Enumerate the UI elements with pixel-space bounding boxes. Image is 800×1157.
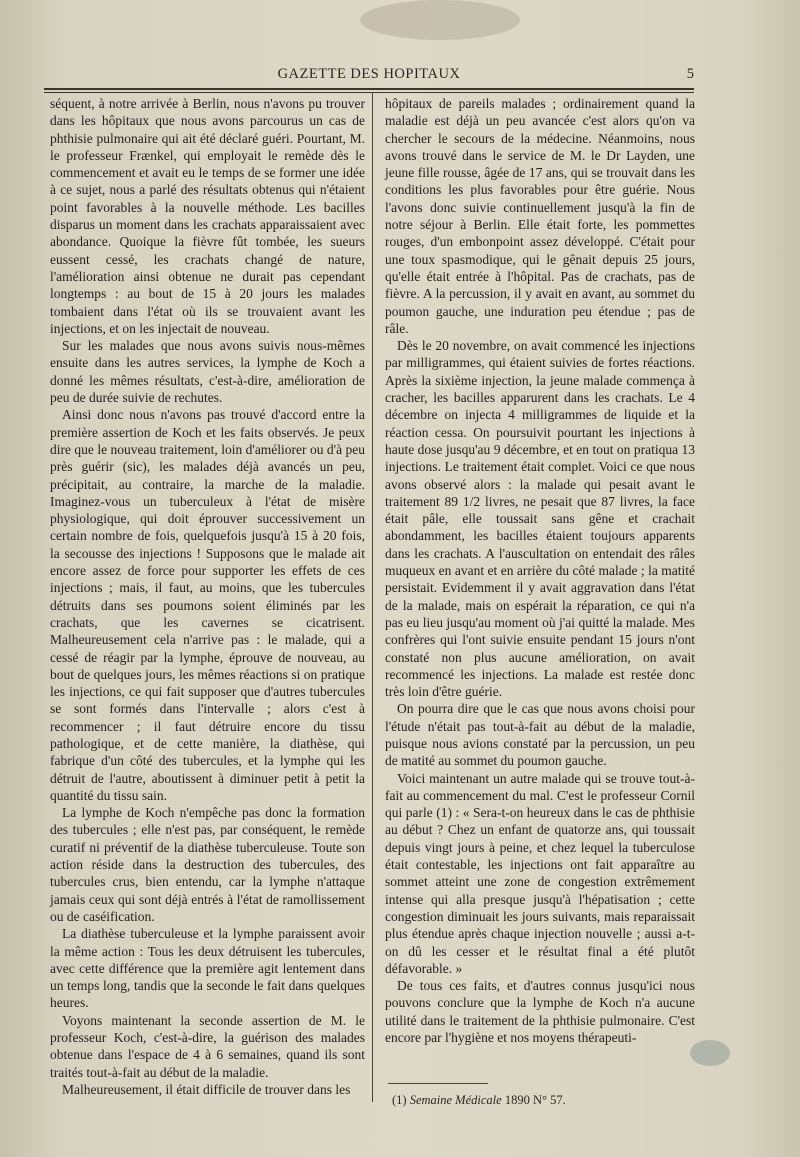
paragraph: Voici maintenant un autre malade qui se trouve tout-à-fait au commencement du mal. C'est le professeur Cornil qui parle (1) : « Sera-t-on heureux dans le cas de phthisie au début ? Chez un enfant de quatorze ans, qui toussait depuis vingt jours à peine, et chez lequel la tuberculose était contestable, les injections ont fait apparaître au sommet atteint une zone de congestion extrêmement intense qui alla presque jusqu'à l'hépatisation ; cette congestion diminuait les jours suivants, mais reparaissait plus étendue après chaque injection nouvelle ; aussi a-t-on dû les cesser et le résultat final a été plutôt défavorable. » (385, 770, 695, 976)
paragraph: Dès le 20 novembre, on avait commencé les injections par milligrammes, qui étaient suivies de fortes réactions. Après la sixième injection, la jeune malade commença à cracher, les bacilles apparurent dans les crachats. Le 4 décembre on injecta 4 milligrammes de liquide et la réaction cessa. On poursuivit pourtant les injections à haute dose jusqu'au 9 décembre, et en tout on pratiqua 13 injections. Le traitement était complet. Voici ce que nous avons observé alors : la malade qui pesait avant le traitement 89 1/2 livres, ne pesait que 87 livres, la face était pâle, elle toussait sans gêne et crachait abondamment, les bacilles étaient toujours apparents dans les crachats. A l'auscultation on entendait des râles muqueux en avant et en arrière du côté malade ; la matité persistait. Evidemment il y avait aggravation dans l'état de la malade, mais on espérait la réparation, ce qui n'a pas eu lieu jusqu'au moment où j'ai quitté la malade. Mes confrères qui l'ont suivie ensuite pendant 15 jours n'ont constaté non plus aucune amélioration, on avait recommencé les injections. La malade est restée donc très loin d'être guérie. (385, 338, 695, 700)
paper-stain (690, 1040, 730, 1066)
footnote-rule (388, 1083, 488, 1084)
page-number: 5 (686, 66, 694, 82)
paragraph: Sur les malades que nous avons suivis nous-mêmes ensuite dans les autres services, la lymphe de Koch a donné les mêmes résultats, c'est-à-dire, amélioration de peu de durée suivie de rechutes. (50, 338, 365, 406)
footnote-source: Semaine Médicale (409, 1093, 502, 1107)
paragraph: La lymphe de Koch n'empêche pas donc la formation des tubercules ; elle n'est pas, par conséquent, le remède curatif ni préventif de la diathèse tuberculeuse. Toute son action réside dans la destruction des tubercules, des tubercules crus, bien entendu, car la lymphe n'attaque jamais ceux qui sont déjà entrés à l'état de ramollissement ou de caséification. (50, 805, 365, 924)
page-header (44, 66, 694, 84)
paragraph: séquent, à notre arrivée à Berlin, nous n'avons pu trouver dans les hôpitaux que nous avons parcourus un cas de phthisie pulmonaire qui ait été déclaré guéri. Pourtant, M. le professeur Frænkel, qui employait le remède dès le commencement et avait eu le temps de se former une idée à ce sujet, nous a parlé des résultats obtenus qui n'étaient point favorables à la nouvelle méthode. Les bacilles disparus un moment dans les crachats apparaissaient avec abondance. Quoique la fièvre fût tombée, les sueurs eussent cessé, les crachats changé de nature, l'amélioration ainsi obtenue ne durait pas cependant longtemps : au bout de 15 à 20 jours les malades tombaient dans l'état où ils se trouvaient avant les injections, et on les injectait de nouveau. (50, 96, 365, 336)
publication-title: GAZETTE DES HOPITAUX (277, 66, 461, 82)
header-rule-thin (44, 92, 694, 93)
paragraph: Malheureusement, il était difficile de trouver dans les (62, 1081, 351, 1097)
left-column (50, 95, 365, 1098)
paper-stain (360, 0, 520, 40)
footnote-marker: (1) (392, 1093, 407, 1107)
right-column (385, 95, 695, 1046)
paragraph: Ainsi donc nous n'avons pas trouvé d'accord entre la première assertion de Koch et les faits observés. Je peux dire que le nouveau traitement, loin d'améliorer ou d'à peu près guérir (sic), les malades déjà avancés un peu, précipitait, au contraire, la marche de la maladie. Imaginez-vous un tuberculeux à l'état de misère physiologique, qui doit éprouver successivement un certain nombre de fois, quelquefois jusqu'à 15 à 20 fois, la secousse des injections ! Supposons que le malade ait encore assez de force pour supporter les effets de ces injections ; mais, il faut, au moins, que les tubercules détruits dans ses poumons soient éliminés par les crachats, que les cavernes se cicatrisent. Malheureusement cela n'arrive pas : le malade, qui a cessé de réagir par la lymphe, éprouve de nouveau, au bout de quelques jours, les mêmes réactions si on pratique les injections, ce qui fait supposer que d'autres tubercules se sont formés dans l'intervalle ; alors c'est à recommencer ; il faut détruire encore du tissu pathologique, et de cette manière, la diathèse, qui fabrique d'un côté des tubercules, et la lymphe qui les détruit de l'autre, aboutissent à diminuer petit à petit la quantité du tissu sain. (50, 407, 365, 803)
footnote-ref: 1890 N° 57. (504, 1093, 566, 1107)
footnote (392, 1093, 566, 1108)
paragraph: Voyons maintenant la seconde assertion de M. le professeur Koch, c'est-à-dire, la guérison des malades obtenue dans l'espace de 4 à 6 semaines, quand ils sont traités tout-à-fait au début de la maladie. (50, 1012, 365, 1080)
paragraph: On pourra dire que le cas que nous avons choisi pour l'étude n'était pas tout-à-fait au début de la maladie, puisque nous avions constaté par la percussion, un peu de matité au sommet du poumon gauche. (385, 701, 695, 769)
paragraph: hôpitaux de pareils malades ; ordinairement quand la maladie est déjà un peu avancée c'est alors qu'on va chercher le secours de la médecine. Néanmoins, nous avons trouvé dans le service de M. le Dr Layden, une jeune fille rousse, âgée de 17 ans, qui se trouvait dans les conditions les plus favorables pour être guérie. Nous l'avons donc suivie continuellement jusqu'à la fin de notre séjour à Berlin. Elle était forte, les pommettes rouges, d'un embonpoint assez développé. C'était pour une toux spasmodique, qui le gênait depuis 25 jours, qu'elle était entrée à l'hôpital. Pas de crachats, pas de fièvre. A la percussion, il y avait en avant, au sommet du poumon gauche, une induration peu étendue ; pas de râle. (385, 96, 695, 336)
paragraph: La diathèse tuberculeuse et la lymphe paraissent avoir la même action : Tous les deux détruisent les tubercules, avec cette différence que la première agit lentement dans un temps long, tandis que la seconde le fait dans quelques heures. (50, 926, 365, 1011)
paragraph: De tous ces faits, et d'autres connus jusqu'ici nous pouvons conclure que la lymphe de Koch n'a aucune utilité dans le traitement de la phthisie pulmonaire. C'est encore par l'hygiène et nos moyens thérapeuti- (385, 978, 695, 1046)
header-rule (44, 88, 694, 90)
column-divider (372, 92, 373, 1102)
